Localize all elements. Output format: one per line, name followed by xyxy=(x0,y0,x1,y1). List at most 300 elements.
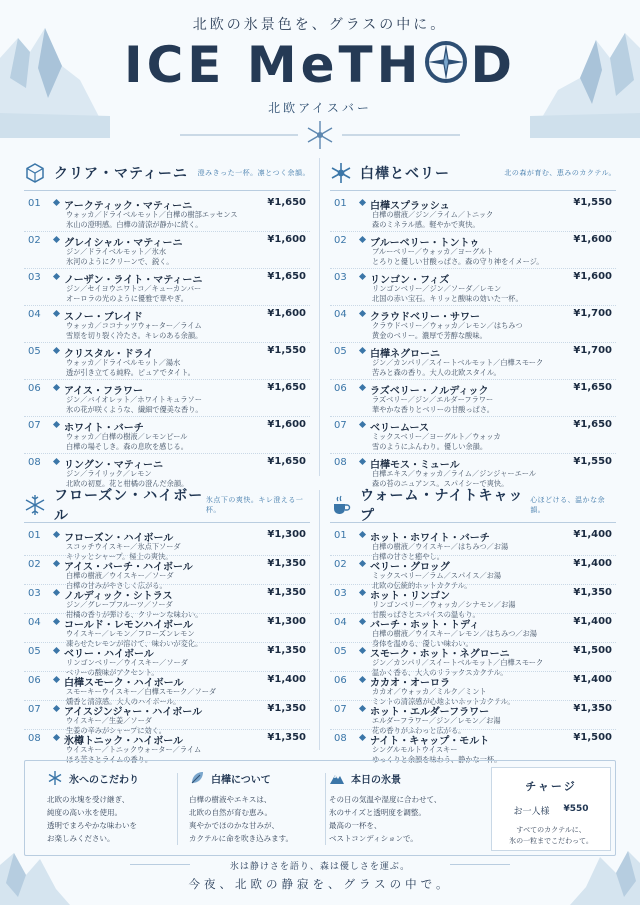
item-ingredients: 白樺の樹液／ジン／ライム／トニック xyxy=(372,210,494,219)
diamond-bullet-icon xyxy=(53,236,60,243)
item-price: ¥1,350 xyxy=(573,587,612,598)
item-number: 07 xyxy=(334,420,347,431)
item-ingredients: ウォッカ／ドライベルモット／湯水 xyxy=(66,358,181,367)
diamond-bullet-icon xyxy=(53,734,60,741)
item-name: スノー・ブレイド xyxy=(64,312,143,323)
item-name: 白樺モス・ミュール xyxy=(370,460,460,471)
menu-item xyxy=(330,308,616,343)
diamond-bullet-icon xyxy=(359,310,366,317)
diamond-bullet-icon xyxy=(359,236,366,243)
menu-item xyxy=(330,529,616,561)
diamond-bullet-icon xyxy=(53,647,60,654)
item-number: 02 xyxy=(28,235,41,246)
item-ingredients: スコッチウイスキー／氷点下ソーダ xyxy=(66,542,181,551)
item-name: フローズン・ハイボール xyxy=(64,533,174,544)
item-separator xyxy=(330,729,616,730)
diamond-bullet-icon xyxy=(53,310,60,317)
item-name: リンゴン・フィズ xyxy=(370,275,450,286)
item-description: ほろ苦さとライムの香り。 xyxy=(66,754,153,764)
item-description: 柑橘の香りが弾ける、クリーンな味わい。 xyxy=(66,609,203,619)
tagline: 北欧の氷景色を、グラスの中に。 xyxy=(192,17,448,33)
brand-text-end: D xyxy=(470,36,516,94)
diamond-bullet-icon xyxy=(359,676,366,683)
item-ingredients: ジン／セイヨウニワトコ／キューカンバー xyxy=(66,284,202,293)
item-price: ¥1,400 xyxy=(573,529,612,540)
diamond-bullet-icon xyxy=(53,347,60,354)
ornament-divider xyxy=(180,118,460,152)
info-line: カクテルに命を吹き込みます。 xyxy=(189,834,294,843)
item-ingredients: スモーキーウイスキー／白樺スモーク／ソーダ xyxy=(66,687,217,696)
item-price: ¥1,300 xyxy=(267,529,306,540)
item-separator xyxy=(24,700,310,701)
item-number: 07 xyxy=(28,420,41,431)
item-name: ベリー・ハイボール xyxy=(64,649,154,660)
info-title: 白樺について xyxy=(211,774,271,786)
menu-item xyxy=(24,645,310,677)
item-number: 06 xyxy=(334,675,347,686)
item-ingredients: ジン／ライリック／レモン xyxy=(66,469,152,478)
charge-price: ¥550 xyxy=(563,804,589,814)
item-separator xyxy=(24,379,310,380)
item-description: オーロラの光のように優雅で華やぎ。 xyxy=(66,293,188,303)
item-price: ¥1,650 xyxy=(573,419,612,430)
item-number: 01 xyxy=(28,530,41,541)
menu-item xyxy=(330,703,616,735)
item-description: 氷河のようにクリーンで、鋭く。 xyxy=(66,256,174,266)
diamond-bullet-icon xyxy=(359,618,366,625)
item-description: ゆっくりと余韻を味わう、静かな一杯。 xyxy=(372,754,502,764)
snowflake-icon xyxy=(24,494,46,516)
menu-header xyxy=(0,0,640,150)
item-separator xyxy=(24,268,310,269)
menu-item xyxy=(24,382,310,417)
item-number: 05 xyxy=(28,346,41,357)
item-description: 北欧の伝統的ホットカクテル。 xyxy=(372,580,472,590)
diamond-bullet-icon xyxy=(359,560,366,567)
item-number: 03 xyxy=(28,272,41,283)
item-number: 08 xyxy=(334,457,347,468)
menu-item xyxy=(24,529,310,561)
info-line: 白樺の樹液やエキスは、 xyxy=(189,795,272,804)
item-price: ¥1,400 xyxy=(573,616,612,627)
menu-item xyxy=(330,419,616,454)
item-separator xyxy=(330,416,616,417)
diamond-bullet-icon xyxy=(359,647,366,654)
menu-item xyxy=(330,382,616,417)
item-price: ¥1,650 xyxy=(267,271,306,282)
item-separator xyxy=(24,555,310,556)
mountain-icon xyxy=(329,770,345,786)
item-separator xyxy=(330,555,616,556)
item-number: 05 xyxy=(28,646,41,657)
item-number: 08 xyxy=(334,733,347,744)
item-price: ¥1,550 xyxy=(573,197,612,208)
item-description: 花の香りがふわっと広がる。 xyxy=(372,725,466,735)
diamond-bullet-icon xyxy=(53,705,60,712)
item-price: ¥1,650 xyxy=(267,197,306,208)
item-description: とろりと優しい甘酸っぱさ。森の守り神をイメージ。 xyxy=(372,256,544,266)
item-ingredients: エルダーフラワー／ジン／レモン／お湯 xyxy=(372,716,501,725)
menu-item xyxy=(24,308,310,343)
item-price: ¥1,350 xyxy=(267,703,306,714)
item-price: ¥1,700 xyxy=(573,308,612,319)
item-price: ¥1,500 xyxy=(573,645,612,656)
item-description: 白樺の甘さと癒やし。 xyxy=(372,551,444,561)
diamond-bullet-icon xyxy=(359,734,366,741)
menu-item xyxy=(330,674,616,706)
item-price: ¥1,350 xyxy=(267,558,306,569)
item-price: ¥1,600 xyxy=(267,419,306,430)
section-note: 澄みきった一杯。凛とつく余韻。 xyxy=(197,169,310,177)
item-number: 03 xyxy=(28,588,41,599)
item-number: 08 xyxy=(28,457,41,468)
diamond-bullet-icon xyxy=(53,458,60,465)
item-name: ベリームース xyxy=(370,423,429,434)
item-separator xyxy=(24,231,310,232)
diamond-bullet-icon xyxy=(359,705,366,712)
item-number: 01 xyxy=(334,198,347,209)
item-ingredients: 白樺の樹液／ウイスキー／ソーダ xyxy=(66,571,174,580)
item-separator xyxy=(24,305,310,306)
item-ingredients: カカオ／ウォッカ／ミルク／ミント xyxy=(372,687,487,696)
item-price: ¥1,350 xyxy=(267,645,306,656)
info-line: お楽しみください。 xyxy=(47,834,115,843)
hot-cup-icon xyxy=(330,494,352,516)
charge-box xyxy=(491,767,611,851)
item-separator xyxy=(24,342,310,343)
info-line: 純度の高い氷を使用。 xyxy=(47,808,122,817)
item-description: 北国の赤い宝石。キリッと酸味の効いた一杯。 xyxy=(372,293,523,303)
menu-item xyxy=(24,197,310,232)
column-divider-bottom xyxy=(319,490,320,750)
item-ingredients: ジン／ドライベルモット／氷水 xyxy=(66,247,167,256)
item-description: 苦みと森の香り。大人の北欧スタイル。 xyxy=(372,367,501,377)
brand-text-start: ICE MeTH xyxy=(124,36,423,94)
menu-item xyxy=(24,271,310,306)
menu-item xyxy=(330,345,616,380)
item-name: アイスジンジャー・ハイボール xyxy=(64,707,203,718)
item-separator xyxy=(330,613,616,614)
diamond-bullet-icon xyxy=(359,421,366,428)
diamond-bullet-icon xyxy=(53,421,60,428)
info-ice xyxy=(47,769,139,845)
menu-item xyxy=(330,234,616,269)
section-note: 心ほどける、温かな余韻。 xyxy=(530,496,606,514)
item-separator xyxy=(330,342,616,343)
item-name: 氷樽トニック・ハイボール xyxy=(64,736,183,747)
info-title: 氷へのこだわり xyxy=(69,774,139,786)
item-number: 04 xyxy=(28,309,41,320)
item-description: 白樺の場そしき。森の息吹を感じる。 xyxy=(66,441,188,451)
leaf-icon xyxy=(189,770,205,786)
item-description: 黄金のベリー。濃厚で芳醇な酸味。 xyxy=(372,330,487,340)
item-name: ブルーベリー・トントゥ xyxy=(370,238,480,249)
item-separator xyxy=(330,231,616,232)
item-name: ベリー・グロッグ xyxy=(370,562,450,573)
item-separator xyxy=(330,584,616,585)
item-price: ¥1,400 xyxy=(573,558,612,569)
item-separator xyxy=(24,584,310,585)
item-price: ¥1,350 xyxy=(267,732,306,743)
item-name: 白樺スモーク・ハイボール xyxy=(64,678,184,689)
info-box xyxy=(24,760,616,856)
section-title: ウォーム・ナイトキャップ xyxy=(360,488,524,524)
menu-item xyxy=(24,587,310,619)
item-number: 07 xyxy=(28,704,41,715)
item-description: 雪原を切り裂く冷たさ。キレのある余韻。 xyxy=(66,330,203,340)
menu-item xyxy=(330,732,616,764)
menu-item xyxy=(330,587,616,619)
charge-note-line: すべてのカクテルに、 xyxy=(516,826,586,834)
subtitle: 北欧アイスバー xyxy=(268,101,372,115)
brand-logo xyxy=(0,36,640,94)
item-ingredients: ウォッカ／ココナッツウォーター／ライム xyxy=(66,321,202,330)
diamond-bullet-icon xyxy=(53,589,60,596)
item-name: アイス・バーチ・ハイボール xyxy=(64,562,193,573)
item-price: ¥1,400 xyxy=(267,674,306,685)
diamond-bullet-icon xyxy=(53,531,60,538)
item-separator xyxy=(330,305,616,306)
section-frozen-highball xyxy=(24,488,310,764)
diamond-bullet-icon xyxy=(53,384,60,391)
item-name: ホワイト・バーチ xyxy=(64,423,144,434)
item-ingredients: ウイスキー／生姜／ソーダ xyxy=(66,716,152,725)
item-name: スモーク・ホット・ネグローニ xyxy=(370,649,510,660)
item-number: 06 xyxy=(28,383,41,394)
item-ingredients: ジン／バイオレット／ホワイトキュラソー xyxy=(66,395,202,404)
compass-o-icon xyxy=(422,38,470,86)
item-separator xyxy=(330,268,616,269)
item-number: 08 xyxy=(28,733,41,744)
item-number: 04 xyxy=(334,309,347,320)
item-description: 燻香と清涼感。大人のハイボール。 xyxy=(66,696,181,706)
section-title: フローズン・ハイボール xyxy=(54,488,204,524)
item-description: 北欧の初夏。花と柑橘の澄んだ余韻。 xyxy=(66,478,189,488)
item-price: ¥1,550 xyxy=(573,456,612,467)
item-separator xyxy=(330,700,616,701)
item-ingredients: 白樺の樹液／ウイスキー／はちみつ／お湯 xyxy=(372,542,509,551)
item-ingredients: ジン／グレープフルーツ／ソーダ xyxy=(66,600,173,609)
info-line: その日の気温や湿度に合わせて、 xyxy=(329,795,442,804)
item-ingredients: 白樺エキス／ウォッカ／ライム／ジンジャーエール xyxy=(372,469,537,478)
item-separator xyxy=(330,453,616,454)
item-name: ホット・リンゴン xyxy=(370,591,450,602)
diamond-bullet-icon xyxy=(359,347,366,354)
menu-item xyxy=(24,558,310,590)
item-name: カカオ・オーロラ xyxy=(370,678,450,689)
item-price: ¥1,650 xyxy=(267,382,306,393)
item-name: クラウドベリー・サワー xyxy=(370,312,480,323)
item-name: ホット・ホワイト・バーチ xyxy=(370,533,490,544)
item-name: ノーザン・ライト・マティーニ xyxy=(64,275,203,286)
info-line: 氷のサイズと透明度を調整。 xyxy=(329,808,426,817)
section-warm-nightcap xyxy=(330,488,616,764)
item-name: アイス・フラワー xyxy=(64,386,143,397)
item-number: 02 xyxy=(334,559,347,570)
item-ingredients: リンゴンベリー／ジン／ソーダ／レモン xyxy=(372,284,502,293)
diamond-bullet-icon xyxy=(359,273,366,280)
menu-item xyxy=(24,419,310,454)
info-line: 北欧の自然が育む恵み。 xyxy=(189,808,272,817)
item-number: 01 xyxy=(334,530,347,541)
item-description: 雪のようにふんわり。優しい余韻。 xyxy=(372,441,488,451)
section-title: 白樺とベリー xyxy=(360,166,450,182)
menu-item xyxy=(24,345,310,380)
footer-line-2: 今夜、北欧の静寂を、グラスの中で。 xyxy=(188,877,452,891)
item-separator xyxy=(330,642,616,643)
item-ingredients: ジン／カンパリ／スイートベルモット／白樺スモーク xyxy=(372,358,544,367)
info-birch xyxy=(189,769,293,845)
item-ingredients: ブルーベリー／ウォッカ／ヨーグルト xyxy=(372,247,494,256)
menu-item xyxy=(330,197,616,232)
menu-item xyxy=(24,732,310,764)
menu-item xyxy=(330,645,616,677)
item-ingredients: ウォッカ／ドライベルモット／白樺の樹部エッセンス xyxy=(66,210,238,219)
item-description: 身体を温める、優しい味わい。 xyxy=(372,638,473,648)
menu-item xyxy=(24,616,310,648)
item-description: キリッとシャープ。極上の爽快。 xyxy=(66,551,173,561)
item-price: ¥1,400 xyxy=(573,674,612,685)
item-name: バーチ・ホット・トディ xyxy=(370,620,480,631)
item-number: 06 xyxy=(28,675,41,686)
item-description: 氷山の澄明感。白樺の清涼が静かに続く。 xyxy=(66,219,203,229)
item-ingredients: ラズベリー／ジン／エルダーフラワー xyxy=(372,395,494,404)
item-name: ノルディック・シトラス xyxy=(64,591,173,602)
item-price: ¥1,500 xyxy=(573,732,612,743)
item-name: 白樺スプラッシュ xyxy=(370,201,450,212)
diamond-bullet-icon xyxy=(53,560,60,567)
info-title: 本日の氷景 xyxy=(351,774,401,786)
item-price: ¥1,650 xyxy=(267,456,306,467)
item-ingredients: 白樺の樹液／ウイスキー／レモン／はちみつ／お湯 xyxy=(372,629,537,638)
info-divider xyxy=(325,773,326,845)
menu-item xyxy=(330,616,616,648)
menu-item xyxy=(24,703,310,735)
item-number: 04 xyxy=(28,617,41,628)
info-line: 爽やかでほのかな甘みが、 xyxy=(189,821,279,830)
menu-item xyxy=(24,674,310,706)
ice-cube-icon xyxy=(24,162,46,184)
item-name: グレイシャル・マティーニ xyxy=(64,238,183,249)
item-price: ¥1,600 xyxy=(573,234,612,245)
item-price: ¥1,700 xyxy=(573,345,612,356)
charge-label: お一人様 xyxy=(513,807,550,817)
item-name: 白樺ネグローニ xyxy=(370,349,440,360)
item-ingredients: ジン／カンパリ／スイートベルモット／白樺スモーク xyxy=(372,658,544,667)
item-description: ベリーの酸味がアクセント。 xyxy=(66,667,159,677)
item-ingredients: ミックスベリー／ヨーグルト／ウォッカ xyxy=(372,432,501,441)
item-number: 05 xyxy=(334,346,347,357)
item-description: 華やかな香りとベリーの甘酸っぱさ。 xyxy=(372,404,494,414)
item-separator xyxy=(24,642,310,643)
item-description: 白樺の甘みがやさしく広がる。 xyxy=(66,580,167,590)
menu-item xyxy=(330,271,616,306)
column-divider-top xyxy=(319,158,320,476)
item-ingredients: リンゴンベリー／ウイスキー／ソーダ xyxy=(66,658,188,667)
item-name: ホット・エルダーフラワー xyxy=(370,707,490,718)
item-separator xyxy=(24,416,310,417)
item-name: ラズベリー・ノルディック xyxy=(370,386,489,397)
diamond-bullet-icon xyxy=(359,589,366,596)
item-price: ¥1,300 xyxy=(267,616,306,627)
section-note: 氷点下の爽快。キレ澄える一杯。 xyxy=(205,496,304,514)
info-line: 透明でまろやかな味わいを xyxy=(47,821,137,830)
item-ingredients: クラウドベリー／ウォッカ／レモン／はちみつ xyxy=(372,321,523,330)
item-price: ¥1,350 xyxy=(267,587,306,598)
item-price: ¥1,600 xyxy=(267,234,306,245)
info-line: 最高の一杯を、 xyxy=(329,821,382,830)
item-name: アークティック・マティーニ xyxy=(64,201,193,212)
info-divider xyxy=(177,773,178,845)
info-line: 北欧の氷塊を受け継ぎ、 xyxy=(47,795,130,804)
item-number: 01 xyxy=(28,198,41,209)
item-name: ナイト・キャップ・モルト xyxy=(370,736,490,747)
diamond-bullet-icon xyxy=(53,618,60,625)
item-description: 温かく香る、大人のリラックスカクテル。 xyxy=(372,667,508,677)
item-name: クリスタル・ドライ xyxy=(64,349,154,360)
item-number: 03 xyxy=(334,588,347,599)
item-ingredients: ウイスキー／トニックウォーター／ライム xyxy=(66,745,202,754)
item-ingredients: リンゴンベリー／ウォッカ／シナモン／お湯 xyxy=(372,600,516,609)
charge-note-line: 氷の一粒までこだわって。 xyxy=(509,837,593,845)
menu-item xyxy=(24,234,310,269)
item-price: ¥1,600 xyxy=(573,271,612,282)
footer-line-1: 氷は静けさを語り、森は優しさを運ぶ。 xyxy=(229,862,411,872)
item-description: 生姜の辛みがシャープに効く。 xyxy=(66,725,166,735)
item-description: 透が引き立てる純粋。ピュアでタイト。 xyxy=(66,367,195,377)
item-separator xyxy=(330,379,616,380)
diamond-bullet-icon xyxy=(359,531,366,538)
section-note: 北の森が育む、恵みのカクテル。 xyxy=(504,169,616,177)
item-separator xyxy=(330,671,616,672)
diamond-bullet-icon xyxy=(53,676,60,683)
item-ingredients: ウォッカ／白樺の樹液／レモンピール xyxy=(66,432,188,441)
item-number: 02 xyxy=(28,559,41,570)
item-ingredients: シングルモルトウイスキー xyxy=(372,745,458,754)
diamond-bullet-icon xyxy=(359,199,366,206)
item-separator xyxy=(24,729,310,730)
item-description: ミントの清涼感が心地よいホットカクテル。 xyxy=(372,696,515,706)
item-separator xyxy=(24,671,310,672)
item-number: 04 xyxy=(334,617,347,628)
menu-item xyxy=(330,558,616,590)
diamond-bullet-icon xyxy=(359,458,366,465)
item-description: 氷の花が咲くような、繊細で優美な香り。 xyxy=(66,404,203,414)
snowflake-icon xyxy=(47,770,63,786)
item-price: ¥1,600 xyxy=(267,308,306,319)
diamond-bullet-icon xyxy=(53,199,60,206)
diamond-bullet-icon xyxy=(359,384,366,391)
item-separator xyxy=(24,613,310,614)
section-title: クリア・マティーニ xyxy=(54,166,188,182)
item-price: ¥1,650 xyxy=(573,382,612,393)
item-description: 森のミネラル感。軽やかで爽快。 xyxy=(372,219,480,229)
item-price: ¥1,350 xyxy=(573,703,612,714)
item-number: 07 xyxy=(334,704,347,715)
item-number: 05 xyxy=(334,646,347,657)
info-line: ベストコンディションで。 xyxy=(329,834,418,843)
item-name: リングン・マティーニ xyxy=(64,460,163,471)
item-separator xyxy=(24,453,310,454)
section-clear-martini xyxy=(24,160,310,488)
info-today xyxy=(329,769,441,845)
item-name: コールド・レモンハイボール xyxy=(64,620,193,631)
item-description: 森の苔のニュアンス。スパイシーで爽快。 xyxy=(372,478,509,488)
item-number: 06 xyxy=(334,383,347,394)
item-ingredients: ミックスベリー／ラム／スパイス／お湯 xyxy=(372,571,502,580)
item-number: 03 xyxy=(334,272,347,283)
charge-title: チャージ xyxy=(525,780,577,793)
